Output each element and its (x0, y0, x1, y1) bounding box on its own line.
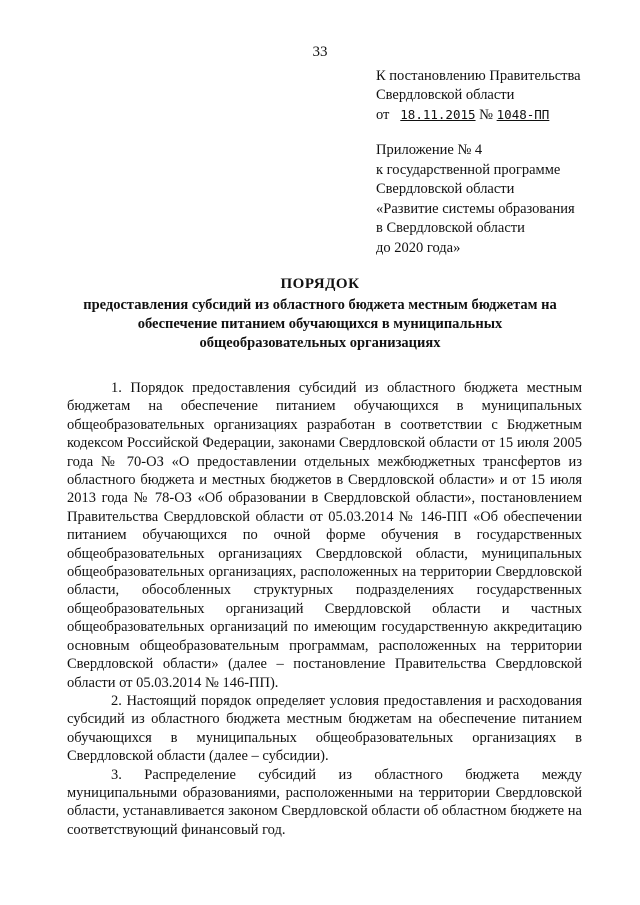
approval-line-2: Свердловской области (376, 87, 515, 103)
document-body (67, 379, 582, 839)
date-prefix: от (376, 107, 390, 123)
number-prefix: № (479, 107, 494, 123)
approval-date-line (376, 105, 581, 125)
subtitle-line-3: общеобразовательных организациях (199, 335, 441, 351)
paragraph-1: 1. Порядок предоставления субсидий из областного бюджета местным бюджетам на обеспечение питанием обучающихся в муниципальных общеобразовательных организациях разработан в соответствии с Бюджетным кодексом Российской Федерации, законами Свердловской области от 15 июля 2005 года № 70-ОЗ «О предоставлении отдельных межбюджетных трансфертов из областного бюджета и местных бюджетов в Свердловской области» и от 15 июля 2013 года № 78-ОЗ «Об образовании в Свердловской области», постановлением Правительства Свердловской области от 05.03.2014 № 146-ПП «Об обеспечении питанием обучающихся по очной форме обучения в государственных общеобразовательных организациях Свердловской области, муниципальных общеобразовательных организациях, расположенных на территории Свердловской области, обособленных структурных подразделениях государственных общеобразовательных организаций Свердловской области и частных общеобразовательных организаций по имеющим государственную аккредитацию основным общеобразовательным программам, расположенных на территории Свердловской области» (далее – постановление Правительства Свердловской области от 05.03.2014 № 146-ПП). (67, 380, 582, 691)
paragraph-2: 2. Настоящий порядок определяет условия предоставления и расходования субсидий из областного бюджета местным бюджетам на обеспечение питанием обучающихся в муниципальных общеобразовательных организациях в Свердловской области (далее – субсидии). (67, 692, 582, 765)
annex-line-6: до 2020 года» (376, 239, 461, 256)
document-subtitle (40, 296, 600, 353)
annex-line-4: «Развитие системы образования (376, 200, 575, 217)
approval-block (376, 67, 581, 125)
document-title: ПОРЯДОК (280, 276, 360, 292)
resolution-date: 18.11.2015 (400, 107, 476, 122)
resolution-number: 1048-ПП (496, 107, 550, 122)
paragraph-3: 3. Распределение субсидий из областного бюджета между муниципальными образованиями, расположенными на территории Свердловской области, устанавливается законом Свердловской области об областном бюджете на соответствующий финансовый год. (67, 766, 582, 838)
page-number: 33 (312, 44, 328, 60)
annex-line-3: Свердловской области (376, 181, 515, 197)
approval-line-1: К постановлению Правительства (376, 68, 581, 84)
annex-line-5: в Свердловской области (376, 220, 525, 236)
subtitle-line-1: предоставления субсидий из областного бюджета местным бюджетам на (83, 297, 557, 313)
annex-line-1: Приложение № 4 (376, 142, 483, 158)
subtitle-line-2: обеспечение питанием обучающихся в муниципальных (137, 316, 503, 332)
annex-line-2: к государственной программе (376, 161, 561, 178)
annex-block (376, 141, 575, 258)
